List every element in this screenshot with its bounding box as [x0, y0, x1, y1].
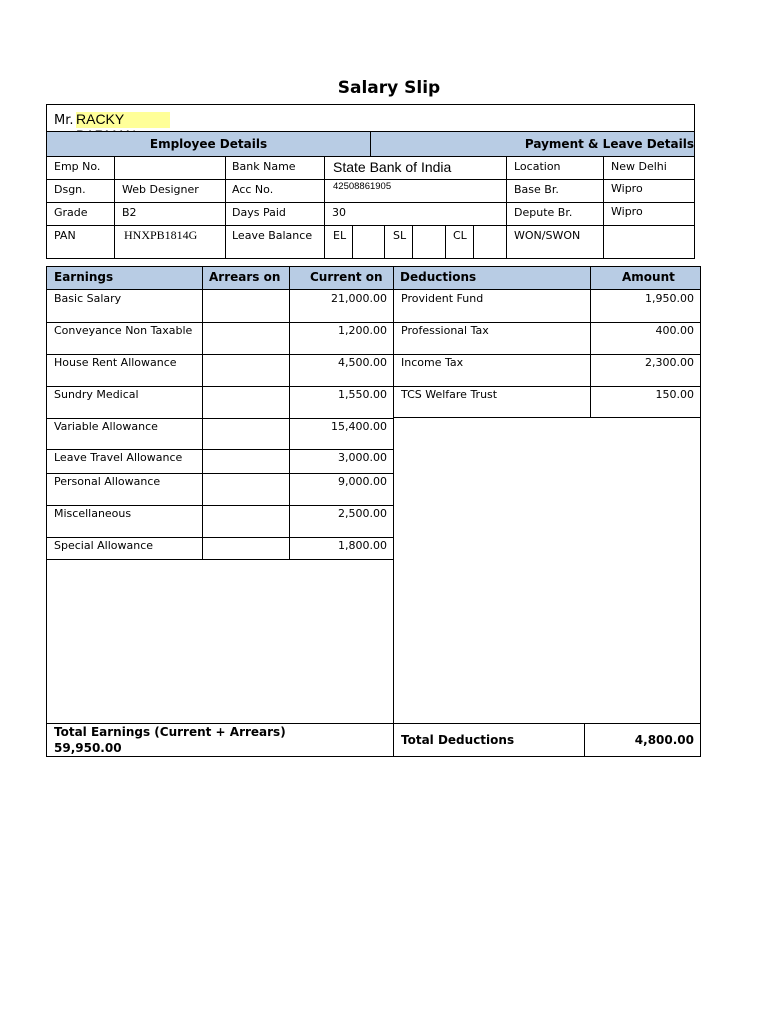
deduction-label: TCS Welfare Trust — [401, 388, 498, 401]
earnings-col-divider — [289, 418, 290, 449]
base-br-label: Base Br. — [514, 183, 559, 196]
earning-label: Variable Allowance — [54, 420, 158, 433]
dsgn-value: Web Designer — [122, 183, 199, 196]
earnings-row-divider — [47, 473, 394, 474]
earnings-row-divider — [47, 322, 394, 323]
row-divider — [47, 179, 694, 180]
earnings-col-divider — [289, 290, 290, 322]
earning-current-value: 3,000.00 — [338, 451, 387, 464]
earnings-col-divider — [289, 537, 290, 559]
pan-value: HNXPB1814G — [124, 228, 198, 242]
earning-label: Leave Travel Allowance — [54, 451, 183, 464]
dsgn-label: Dsgn. — [54, 183, 86, 196]
col-divider — [590, 267, 591, 417]
amount-column-header: Amount — [622, 270, 675, 284]
earning-current-value: 1,800.00 — [338, 539, 387, 552]
acc-no-label: Acc No. — [232, 183, 274, 196]
employee-details-heading: Employee Details — [47, 131, 371, 157]
location-label: Location — [514, 160, 561, 173]
earnings-col-divider — [202, 505, 203, 537]
total-earnings-value: 59,950.00 — [54, 741, 122, 755]
employee-name-first: RACKY — [76, 112, 170, 128]
deductions-row-divider — [393, 417, 700, 418]
earning-current-value: 1,200.00 — [338, 324, 387, 337]
grade-value: B2 — [122, 206, 137, 219]
col-divider — [114, 157, 115, 258]
earning-label: Personal Allowance — [54, 475, 161, 488]
earning-label: Conveyance Non Taxable — [54, 324, 193, 337]
deductions-row-divider — [393, 354, 700, 355]
bank-name-label: Bank Name — [232, 160, 296, 173]
earning-current-value: 2,500.00 — [338, 507, 387, 520]
employee-header-box — [46, 104, 695, 259]
pan-label: PAN — [54, 229, 76, 242]
earning-current-value: 15,400.00 — [331, 420, 387, 433]
earning-label: House Rent Allowance — [54, 356, 177, 369]
deduction-label: Provident Fund — [401, 292, 484, 305]
earning-label: Special Allowance — [54, 539, 154, 552]
deduction-amount-value: 1,950.00 — [645, 292, 694, 305]
cl-label: CL — [453, 229, 467, 242]
earnings-deductions-table — [46, 266, 701, 757]
earning-current-value: 1,550.00 — [338, 388, 387, 401]
earnings-row-divider — [47, 418, 394, 419]
arrears-column-header: Arrears on — [209, 270, 281, 284]
deductions-column-header: Deductions — [400, 270, 477, 284]
earnings-col-divider — [202, 473, 203, 505]
col-divider — [289, 267, 290, 290]
days-paid-value: 30 — [332, 206, 346, 219]
earnings-row-divider — [47, 354, 394, 355]
earnings-row-divider — [47, 505, 394, 506]
sl-label: SL — [393, 229, 407, 242]
payment-leave-details-heading: Payment & Leave Details — [371, 131, 694, 157]
emp-no-label: Emp No. — [54, 160, 101, 173]
total-deductions-label: Total Deductions — [401, 733, 515, 747]
deduction-amount-value: 2,300.00 — [645, 356, 694, 369]
current-column-header: Current on — [310, 270, 383, 284]
location-value: New Delhi — [611, 160, 667, 173]
earnings-row-divider — [47, 449, 394, 450]
col-divider — [603, 157, 604, 258]
col-divider — [202, 267, 203, 290]
earnings-col-divider — [289, 386, 290, 418]
earnings-row-divider — [47, 386, 394, 387]
earning-current-value: 21,000.00 — [331, 292, 387, 305]
deduction-label: Income Tax — [401, 356, 464, 369]
earning-current-value: 4,500.00 — [338, 356, 387, 369]
earning-label: Miscellaneous — [54, 507, 132, 520]
el-label: EL — [333, 229, 347, 242]
col-divider — [225, 157, 226, 258]
col-divider — [445, 225, 446, 258]
depute-br-value: Wipro — [611, 205, 643, 218]
earning-current-value: 9,000.00 — [338, 475, 387, 488]
total-deductions-value: 4,800.00 — [634, 733, 694, 747]
earnings-col-divider — [202, 322, 203, 354]
depute-br-label: Depute Br. — [514, 206, 573, 219]
earnings-col-divider — [289, 449, 290, 473]
col-divider — [324, 157, 325, 258]
acc-no-value: 42508861905 — [333, 181, 392, 192]
leave-balance-label: Leave Balance — [232, 229, 313, 242]
deduction-label: Professional Tax — [401, 324, 489, 337]
earnings-row-divider — [47, 559, 394, 560]
earning-label: Sundry Medical — [54, 388, 139, 401]
total-earnings-label: Total Earnings (Current + Arrears) — [54, 725, 286, 739]
bank-name-value: State Bank of India — [333, 159, 452, 175]
earnings-col-divider — [289, 473, 290, 505]
earnings-row-divider — [47, 537, 394, 538]
row-divider — [47, 202, 694, 203]
col-divider — [352, 225, 353, 258]
earning-label: Basic Salary — [54, 292, 122, 305]
row-divider — [47, 225, 694, 226]
won-swon-label: WON/SWON — [514, 229, 581, 242]
deductions-row-divider — [393, 386, 700, 387]
earnings-col-divider — [202, 354, 203, 386]
col-divider — [506, 157, 507, 258]
earnings-col-divider — [289, 322, 290, 354]
days-paid-label: Days Paid — [232, 206, 286, 219]
earnings-col-divider — [202, 418, 203, 449]
earnings-col-divider — [289, 354, 290, 386]
grade-label: Grade — [54, 206, 88, 219]
deduction-amount-value: 150.00 — [655, 388, 694, 401]
base-br-value: Wipro — [611, 182, 643, 195]
deduction-amount-value: 400.00 — [655, 324, 694, 337]
earnings-column-header: Earnings — [54, 270, 114, 284]
earnings-col-divider — [202, 449, 203, 473]
col-divider — [412, 225, 413, 258]
col-divider — [384, 225, 385, 258]
earnings-col-divider — [289, 505, 290, 537]
totals-divider — [47, 723, 700, 724]
col-divider — [393, 267, 394, 756]
earnings-col-divider — [202, 386, 203, 418]
earnings-col-divider — [202, 290, 203, 322]
col-divider — [473, 225, 474, 258]
col-divider — [584, 723, 585, 756]
salutation: Mr. — [54, 113, 74, 128]
earnings-col-divider — [202, 537, 203, 559]
page-title: Salary Slip — [337, 78, 441, 98]
deductions-row-divider — [393, 322, 700, 323]
